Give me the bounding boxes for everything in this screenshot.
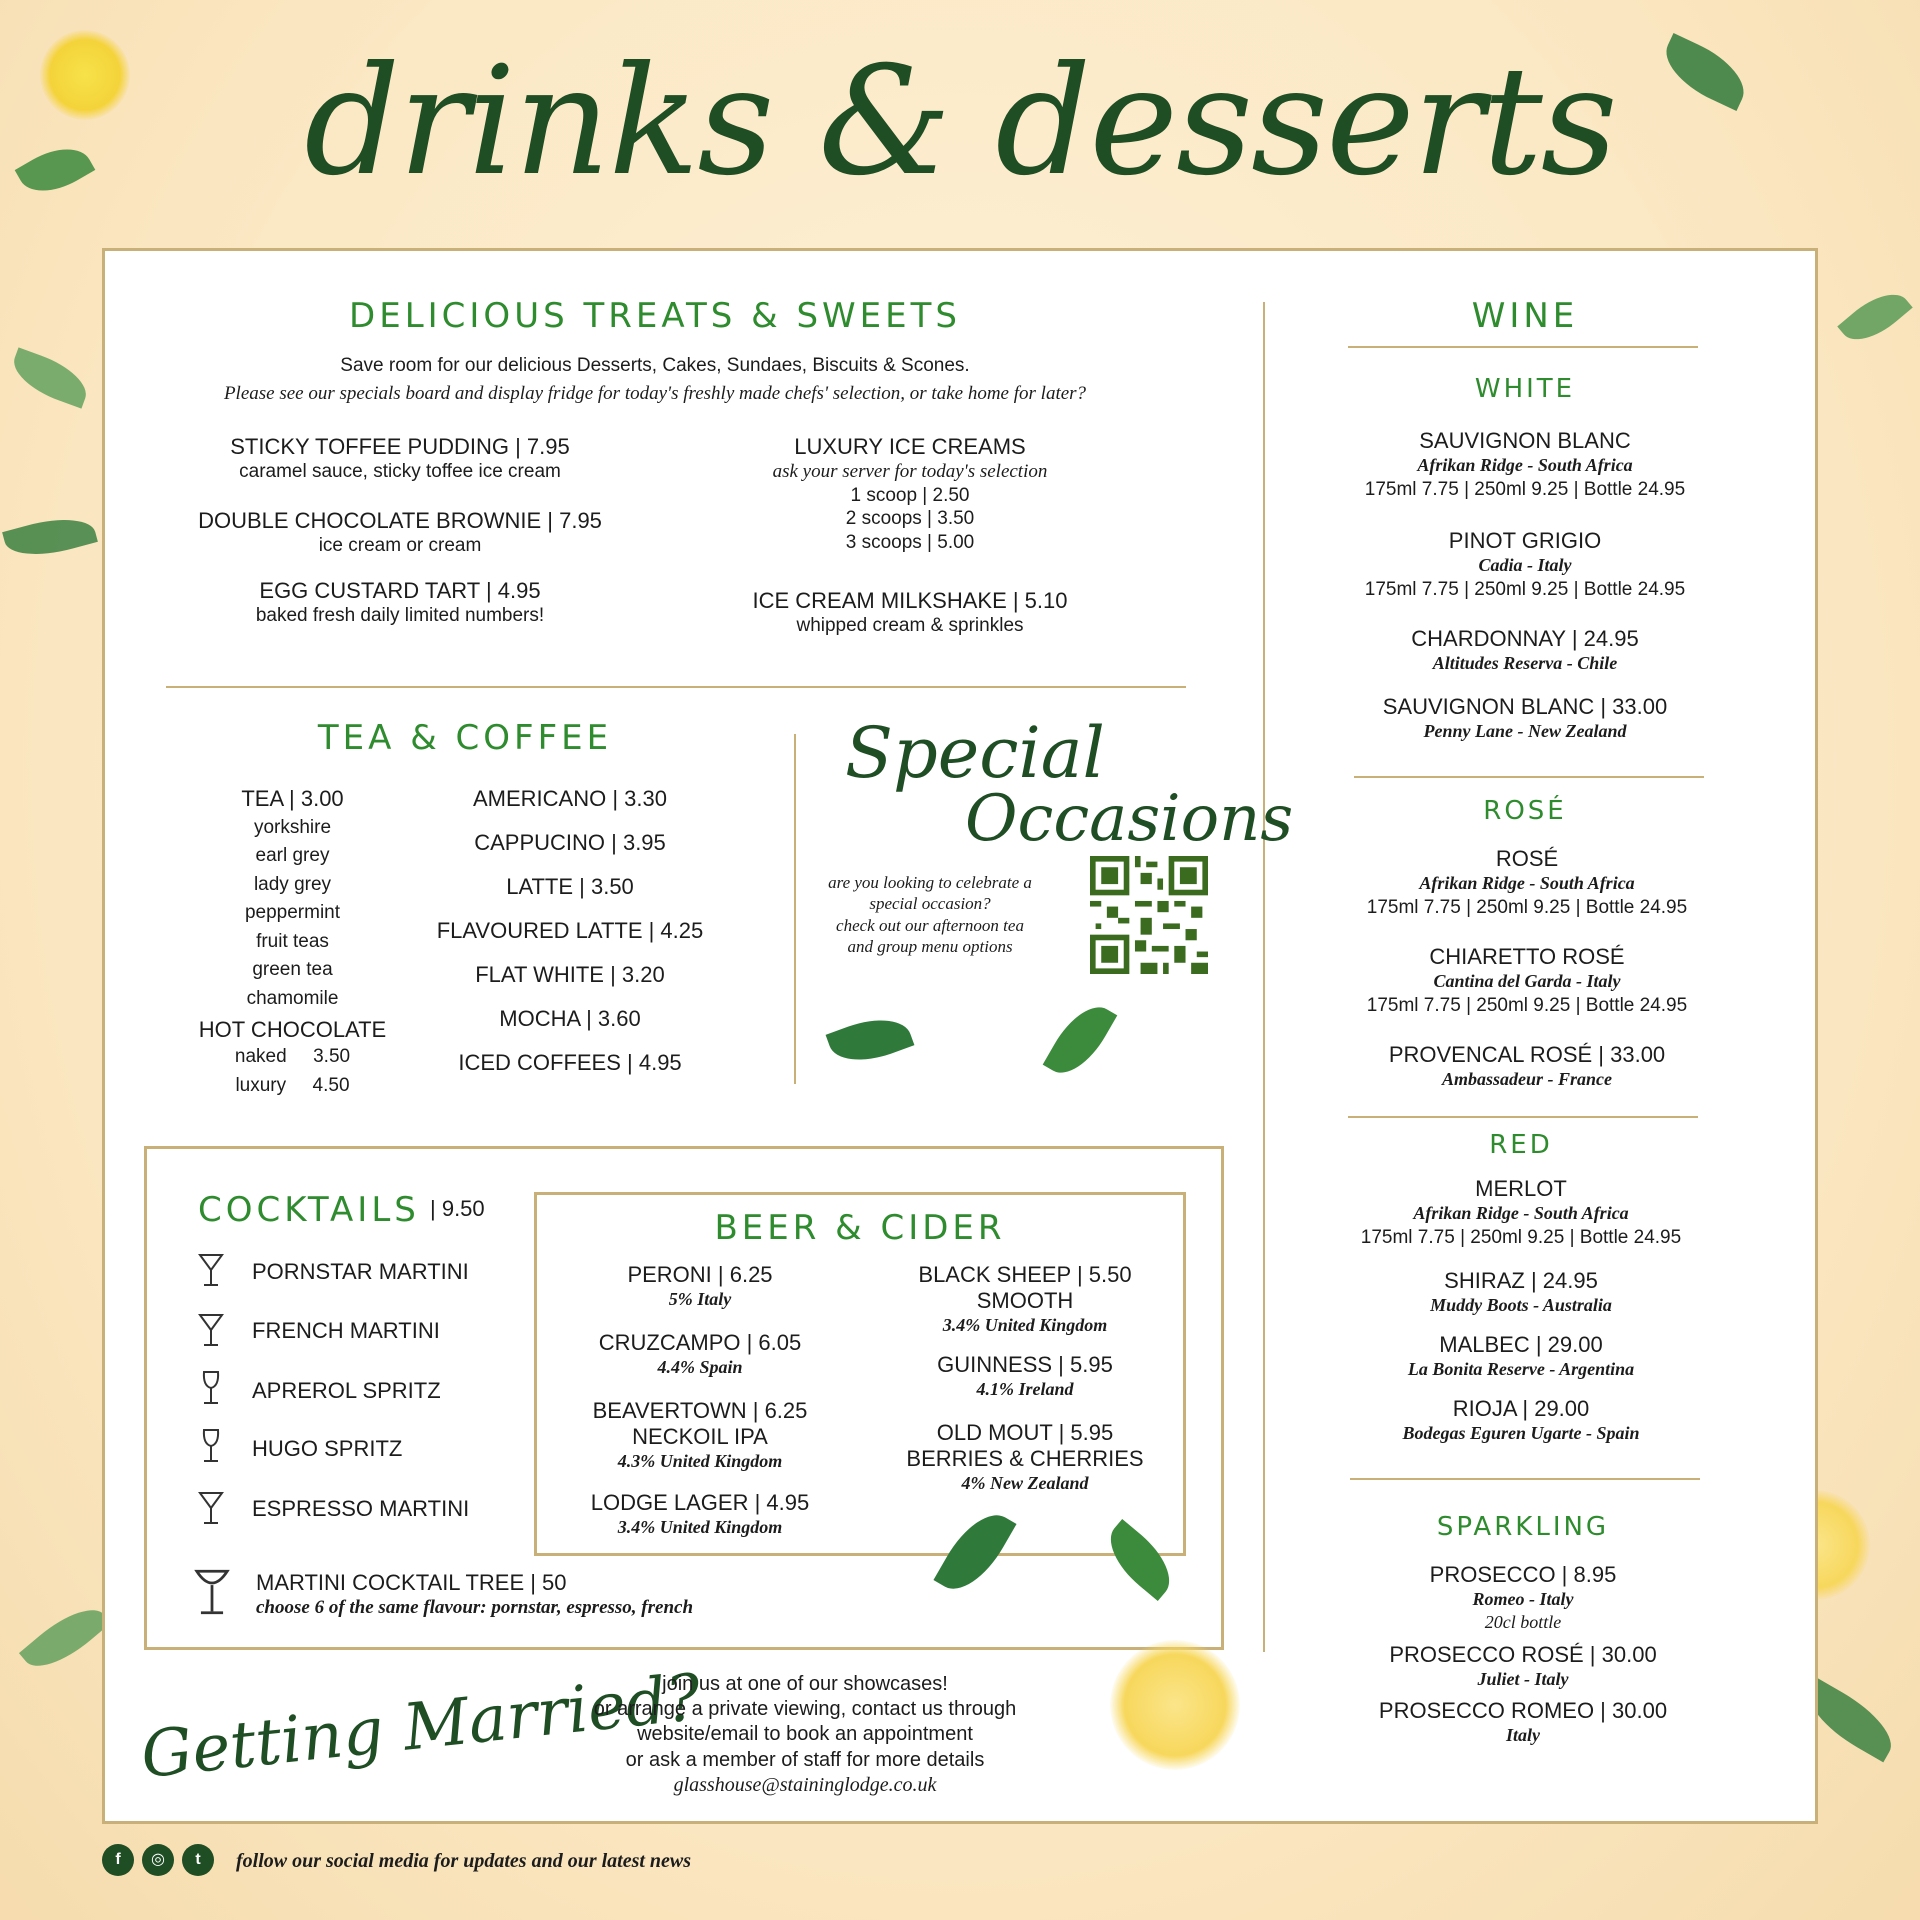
married-line: or arrange a private viewing, contact us through (593, 1698, 1017, 1721)
treat-name: STICKY TOFFEE PUDDING | 7.95 (230, 434, 570, 459)
treats-intro: Save room for our delicious Desserts, Cakes, Sundaes, Biscuits & Scones. (340, 355, 970, 376)
special-text-line: check out our afternoon tea (836, 915, 1024, 935)
treats-note: Please see our specials board and display fridge for today's freshly made chefs' selection, or take home for later? (223, 383, 1087, 404)
beer-desc: 3.4% United Kingdom (617, 1516, 783, 1537)
special-text-line: are you looking to celebrate a (828, 873, 1032, 892)
divider (166, 686, 1186, 688)
cocktail-tree-desc: choose 6 of the same flavour: pornstar, espresso, french (256, 1596, 694, 1618)
footer-text: follow our social media for updates and our latest news (236, 1850, 692, 1872)
decorative-leaf (19, 1595, 111, 1680)
beer-desc: 5% Italy (668, 1288, 732, 1309)
milkshake-item (700, 588, 1120, 638)
wine-origin: Afrikan Ridge - South Africa (1417, 454, 1633, 475)
twitter-icon[interactable]: t (182, 1844, 214, 1876)
married-script: Getting Married? (137, 1660, 705, 1794)
coffee-list (420, 786, 720, 1094)
beer-name-line2: SMOOTH (976, 1287, 1074, 1313)
cocktails-heading: COCKTAILS (198, 1190, 420, 1230)
scoop-option: 1 scoop | 2.50 (850, 484, 970, 506)
tea-coffee-heading: TEA & COFFEE (317, 718, 613, 758)
scoop-option: 2 scoops | 3.50 (845, 508, 975, 530)
tea-variety: peppermint (244, 902, 341, 924)
wine-origin: Juliet - Italy (1477, 1668, 1569, 1689)
wine-item (1312, 944, 1742, 1020)
wine-origin: Ambassadeur - France (1441, 1068, 1612, 1089)
coffee-item: MOCHA | 3.60 (499, 1006, 641, 1031)
wine-origin: Penny Lane - New Zealand (1423, 720, 1627, 741)
cocktail-item: HUGO SPRITZ (252, 1436, 403, 1461)
milkshake-desc: whipped cream & sprinkles (796, 614, 1024, 636)
instagram-icon[interactable]: ◎ (142, 1844, 174, 1876)
married-line: or ask a member of staff for more details (625, 1748, 985, 1771)
beer-name: LODGE LAGER | 4.95 (590, 1490, 810, 1515)
wine-name: SAUVIGNON BLANC (1419, 428, 1631, 453)
decorative-leaf (2, 509, 98, 565)
beer-name-line2: BERRIES & CHERRIES (906, 1445, 1144, 1471)
cocktail-tree-name: MARTINI COCKTAIL TREE | 50 (256, 1570, 567, 1595)
wine-glass-icon (198, 1370, 224, 1406)
married-line: join us at one of our showcases! (662, 1673, 948, 1695)
wine-item (1312, 1042, 1742, 1091)
qr-code-icon[interactable] (1090, 856, 1208, 974)
wine-item (1308, 1642, 1738, 1691)
hot-chocolate-label: luxury (235, 1074, 287, 1096)
wine-origin: Bodegas Eguren Ugarte - Spain (1402, 1422, 1640, 1443)
wine-origin: La Bonita Reserve - Argentina (1407, 1358, 1635, 1379)
special-text-line: special occasion? (869, 894, 991, 914)
martini-glass-icon (198, 1490, 224, 1526)
hot-chocolate: HOT CHOCOLATE (198, 1017, 387, 1043)
treat-desc: caramel sauce, sticky toffee ice cream (239, 460, 561, 482)
wine-sparkling-heading: SPARKLING (1436, 1512, 1610, 1542)
treat-item (150, 508, 650, 558)
coffee-item: FLAT WHITE | 3.20 (475, 962, 665, 987)
wine-name: PROSECCO | 8.95 (1429, 1562, 1617, 1587)
treat-desc: baked fresh daily limited numbers! (255, 604, 545, 626)
wine-name: MERLOT (1475, 1176, 1567, 1201)
beer-desc: 3.4% United Kingdom (942, 1314, 1108, 1335)
married-line: website/email to book an appointment (637, 1723, 973, 1746)
coffee-item: AMERICANO | 3.30 (473, 786, 667, 811)
wine-name: PINOT GRIGIO (1448, 528, 1602, 553)
beer-desc: 4.3% United Kingdom (617, 1450, 783, 1471)
wine-item (1306, 1396, 1736, 1445)
cocktail-item: PORNSTAR MARTINI (252, 1259, 469, 1284)
wine-name: RIOJA | 29.00 (1452, 1396, 1590, 1421)
wine-item (1310, 528, 1740, 604)
hot-chocolate-label: naked (234, 1046, 287, 1068)
married-email[interactable]: glasshouse@staininglodge.co.uk (673, 1773, 937, 1796)
page-title: drinks & desserts (304, 35, 1616, 209)
cocktail-item: ESPRESSO MARTINI (252, 1496, 470, 1521)
decorative-leaf (6, 347, 93, 408)
wine-name: PROVENCAL ROSÉ | 33.00 (1388, 1042, 1666, 1067)
wine-item (1308, 1562, 1738, 1634)
wine-name: SAUVIGNON BLANC | 33.00 (1382, 694, 1668, 719)
tea-list (170, 786, 415, 1100)
wine-item (1312, 846, 1742, 922)
wine-origin: Altitudes Reserva - Chile (1432, 652, 1618, 673)
beer-name: PERONI | 6.25 (627, 1262, 773, 1287)
treat-name: EGG CUSTARD TART | 4.95 (259, 578, 541, 603)
wine-item (1306, 1268, 1736, 1317)
wine-name: CHIARETTO ROSÉ (1429, 944, 1625, 969)
divider (1350, 1478, 1700, 1480)
wine-origin: Italy (1506, 1724, 1540, 1745)
wine-sizes: 175ml 7.75 | 250ml 9.25 | Bottle 24.95 (1360, 1227, 1682, 1249)
wine-name: PROSECCO ROSÉ | 30.00 (1389, 1642, 1657, 1667)
tea-variety: chamomile (246, 987, 339, 1009)
beer-desc: 4.4% Spain (657, 1356, 743, 1377)
treat-name: DOUBLE CHOCOLATE BROWNIE | 7.95 (198, 508, 602, 533)
facebook-icon[interactable]: f (102, 1844, 134, 1876)
wine-sizes: 175ml 7.75 | 250ml 9.25 | Bottle 24.95 (1366, 897, 1688, 919)
decorative-leaf (1837, 281, 1912, 352)
beer-desc: 4.1% Ireland (976, 1378, 1074, 1399)
tea-variety: lady grey (253, 873, 332, 895)
tea-price: TEA | 3.00 (241, 786, 344, 811)
treat-item (150, 434, 650, 484)
divider (1354, 776, 1704, 778)
tea-variety: earl grey (255, 845, 330, 867)
wine-heading: WINE (1471, 296, 1579, 336)
wine-origin: Cadia - Italy (1478, 554, 1572, 575)
beer-name: OLD MOUT | 5.95 (936, 1420, 1114, 1445)
wine-glass-icon (198, 1428, 224, 1464)
tea-variety: fruit teas (256, 930, 329, 952)
special-text (800, 872, 1060, 957)
cocktail-tree (256, 1570, 856, 1621)
married-text (580, 1672, 1030, 1798)
coffee-item: ICED COFFEES | 4.95 (458, 1050, 682, 1075)
beer-item (880, 1352, 1170, 1401)
cocktail-item: FRENCH MARTINI (252, 1318, 440, 1343)
divider (794, 734, 796, 1084)
beer-item (560, 1490, 840, 1539)
special-script-line2: Occasions (965, 782, 1294, 856)
wine-red-heading: RED (1489, 1130, 1553, 1160)
beer-item (880, 1262, 1170, 1337)
wine-sizes: 175ml 7.75 | 250ml 9.25 | Bottle 24.95 (1364, 579, 1686, 601)
scoop-option: 3 scoops | 5.00 (845, 532, 975, 554)
wine-sizes: 175ml 7.75 | 250ml 9.25 | Bottle 24.95 (1366, 995, 1688, 1017)
hot-chocolate-option (170, 1043, 415, 1072)
wine-origin: Afrikan Ridge - South Africa (1419, 872, 1635, 893)
coffee-item: LATTE | 3.50 (506, 874, 634, 899)
treat-desc: ice cream or cream (318, 534, 482, 556)
cocktail-item: APREROL SPRITZ (252, 1378, 441, 1403)
wine-origin: Cantina del Garda - Italy (1433, 970, 1621, 991)
wine-name: MALBEC | 29.00 (1439, 1332, 1603, 1357)
beer-name: CRUZCAMPO | 6.05 (598, 1330, 802, 1355)
wine-name: CHARDONNAY | 24.95 (1411, 626, 1639, 651)
wine-note: 20cl bottle (1484, 1612, 1562, 1633)
martini-glass-icon (198, 1252, 224, 1288)
special-script-line1: Special (845, 712, 1105, 794)
wine-item (1308, 1698, 1738, 1747)
ice-cream-item (700, 434, 1120, 555)
wine-origin: Romeo - Italy (1472, 1588, 1574, 1609)
beer-item (560, 1262, 840, 1311)
ice-cream-name: LUXURY ICE CREAMS (794, 434, 1026, 459)
beer-name: BLACK SHEEP | 5.50 (918, 1262, 1132, 1287)
wine-origin: Afrikan Ridge - South Africa (1413, 1202, 1629, 1223)
coffee-item: CAPPUCINO | 3.95 (474, 830, 666, 855)
divider (1348, 346, 1698, 348)
martini-glass-icon (194, 1566, 230, 1618)
treats-heading: DELICIOUS TREATS & SWEETS (349, 296, 961, 336)
treat-item (150, 578, 650, 628)
hot-chocolate-price: 3.50 (313, 1046, 351, 1068)
wine-name: SHIRAZ | 24.95 (1444, 1268, 1598, 1293)
beer-item (880, 1420, 1170, 1495)
wine-name: ROSÉ (1495, 846, 1559, 871)
cocktails-price: | 9.50 (430, 1196, 485, 1221)
ice-cream-note: ask your server for today's selection (772, 460, 1048, 482)
hot-chocolate-option (170, 1072, 415, 1101)
tea-variety: yorkshire (253, 816, 332, 838)
wine-name: PROSECCO ROMEO | 30.00 (1378, 1698, 1668, 1723)
beer-desc: 4% New Zealand (961, 1472, 1089, 1493)
tea-variety: green tea (252, 959, 333, 981)
coffee-item: FLAVOURED LATTE | 4.25 (436, 918, 704, 943)
wine-item (1310, 428, 1740, 504)
wine-item (1310, 626, 1740, 675)
beer-name: GUINNESS | 5.95 (937, 1352, 1113, 1377)
wine-rose-heading: ROSÉ (1483, 796, 1567, 826)
wine-sizes: 175ml 7.75 | 250ml 9.25 | Bottle 24.95 (1364, 479, 1686, 501)
beer-heading: BEER & CIDER (714, 1208, 1006, 1248)
wine-white-heading: WHITE (1474, 374, 1576, 404)
decorative-flower (1110, 1640, 1240, 1770)
beer-item (560, 1398, 840, 1473)
beer-name: BEAVERTOWN | 6.25 (592, 1398, 808, 1423)
beer-item (560, 1330, 840, 1379)
special-text-line: and group menu options (847, 936, 1013, 956)
wine-item (1310, 694, 1740, 743)
divider (1348, 1116, 1698, 1118)
wine-origin: Muddy Boots - Australia (1430, 1294, 1612, 1315)
hot-chocolate-price: 4.50 (312, 1074, 350, 1096)
divider (1263, 302, 1265, 1652)
wine-item (1306, 1332, 1736, 1381)
beer-name-line2: NECKOIL IPA (632, 1423, 768, 1449)
martini-glass-icon (198, 1312, 224, 1348)
milkshake-name: ICE CREAM MILKSHAKE | 5.10 (752, 588, 1068, 613)
wine-item (1306, 1176, 1736, 1252)
